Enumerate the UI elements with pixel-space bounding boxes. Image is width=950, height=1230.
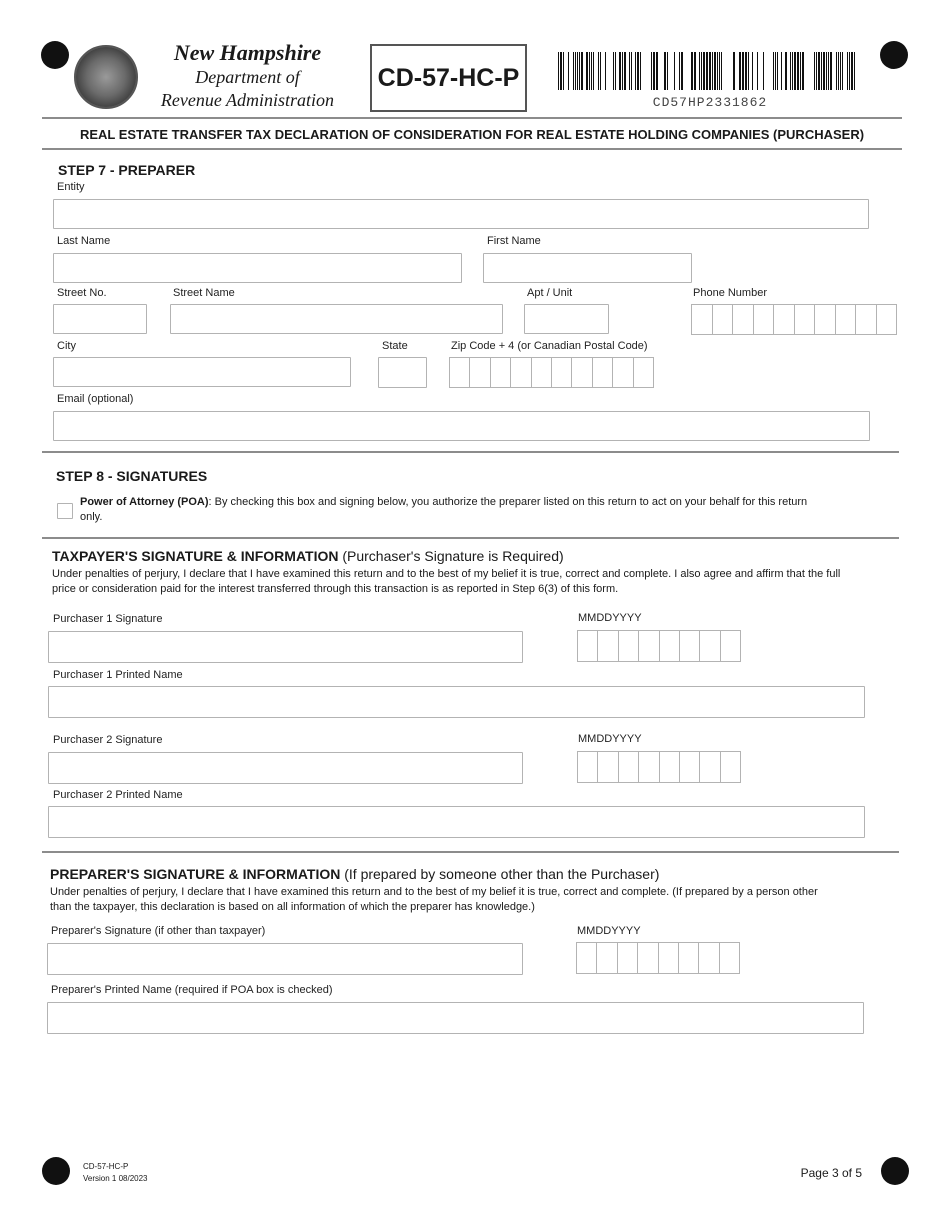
step7-rule [42,451,899,453]
state-name: New Hampshire [173,40,322,65]
preparer-declaration-line2: than the taxpayer, this declaration is based on all information of which the preparer has knowledge.) [50,901,535,913]
taxpayer-declaration-line1: Under penalties of perjury, I declare that I have examined this return and to the best of my belief it is true, correct and complete. I also agree and affirm that the full [52,568,841,580]
purchaser2-printed-name-label: Purchaser 2 Printed Name [53,789,183,801]
preparer-signature-label: Preparer's Signature (if other than taxpayer) [51,925,266,937]
poa-text-line1: : By checking this box and signing below, you authorize the preparer listed on this return to act on your behalf for this return [208,496,808,508]
state-label: State [382,340,408,352]
registration-mark-top-left [41,41,69,69]
taxpayer-heading [52,548,564,564]
last-name-label: Last Name [57,235,111,247]
purchaser1-signature-label: Purchaser 1 Signature [53,613,163,625]
step7-heading: STEP 7 - PREPARER [58,162,196,178]
preparer-heading-bold: PREPARER'S SIGNATURE & INFORMATION [50,866,341,882]
purchaser2-date-field[interactable] [577,751,741,783]
step8-rule [42,537,899,539]
city-label: City [57,340,76,352]
state-field[interactable] [378,357,427,388]
city-field[interactable] [53,357,351,387]
barcode [558,52,862,90]
phone-label: Phone Number [693,287,767,299]
step8-heading: STEP 8 - SIGNATURES [56,468,208,484]
phone-field[interactable] [691,304,897,335]
first-name-field[interactable] [483,253,692,283]
state-seal-icon [74,45,138,109]
taxpayer-heading-rest: (Purchaser's Signature is Required) [338,548,564,564]
footer-version: Version 1 08/2023 [83,1174,148,1183]
entity-label: Entity [57,181,85,193]
department-line2: Revenue Administration [160,90,335,110]
street-name-label: Street Name [173,287,235,299]
taxpayer-rule [42,851,899,853]
poa-text-line2: only. [80,511,103,523]
purchaser1-signature-field[interactable] [48,631,523,663]
street-no-field[interactable] [53,304,147,334]
preparer-signature-field[interactable] [47,943,523,975]
header-rule [42,117,902,119]
purchaser1-printed-name-label: Purchaser 1 Printed Name [53,669,183,681]
purchaser2-date-label: MMDDYYYY [578,733,642,745]
entity-field[interactable] [53,199,869,229]
agency-block [140,40,355,112]
zip-label: Zip Code + 4 (or Canadian Postal Code) [451,340,648,352]
preparer-heading [50,866,659,882]
apt-unit-label: Apt / Unit [527,287,573,299]
registration-mark-bottom-left [42,1157,70,1185]
preparer-declaration [50,885,910,915]
purchaser1-date-label: MMDDYYYY [578,612,642,624]
footer-form-code: CD-57-HC-P [83,1162,129,1171]
preparer-heading-rest: (If prepared by someone other than the Purchaser) [340,866,660,882]
street-name-field[interactable] [170,304,503,334]
purchaser1-date-field[interactable] [577,630,741,662]
registration-mark-top-right [880,41,908,69]
title-rule [42,148,902,150]
purchaser2-signature-label: Purchaser 2 Signature [53,734,163,746]
first-name-label: First Name [487,235,541,247]
email-field[interactable] [53,411,870,441]
poa-checkbox[interactable] [57,503,73,519]
taxpayer-declaration [52,567,912,597]
form-title: REAL ESTATE TRANSFER TAX DECLARATION OF CONSIDERATION FOR REAL ESTATE HOLDING COMPANIES (PURCHASER) [79,127,865,142]
taxpayer-heading-bold: TAXPAYER'S SIGNATURE & INFORMATION [52,548,339,564]
form-code: CD-57-HC-P [377,63,520,92]
street-no-label: Street No. [57,287,107,299]
poa-text [80,495,880,525]
form-code-box [370,44,527,112]
purchaser1-printed-name-field[interactable] [48,686,865,718]
preparer-date-label: MMDDYYYY [577,925,641,937]
preparer-printed-name-field[interactable] [47,1002,864,1034]
purchaser2-signature-field[interactable] [48,752,523,784]
registration-mark-bottom-right [881,1157,909,1185]
zip-field[interactable] [449,357,654,388]
apt-unit-field[interactable] [524,304,609,334]
last-name-field[interactable] [53,253,462,283]
department-line1: Department of [195,67,300,87]
barcode-text: CD57HP2331862 [652,95,768,110]
page-number: Page 3 of 5 [800,1166,862,1180]
preparer-printed-name-label: Preparer's Printed Name (required if POA box is checked) [51,984,333,996]
email-label: Email (optional) [57,393,134,405]
poa-label-bold: Power of Attorney (POA) [80,496,209,508]
footer-form-info [83,1161,148,1185]
preparer-date-field[interactable] [576,942,740,974]
preparer-declaration-line1: Under penalties of perjury, I declare that I have examined this return and to the best of my belief it is true, correct and complete. (If prepared by a person other [50,886,818,898]
taxpayer-declaration-line2: price or consideration paid for the interest transferred through this transaction is as reported in Step 6(3) of this form. [52,583,619,595]
purchaser2-printed-name-field[interactable] [48,806,865,838]
